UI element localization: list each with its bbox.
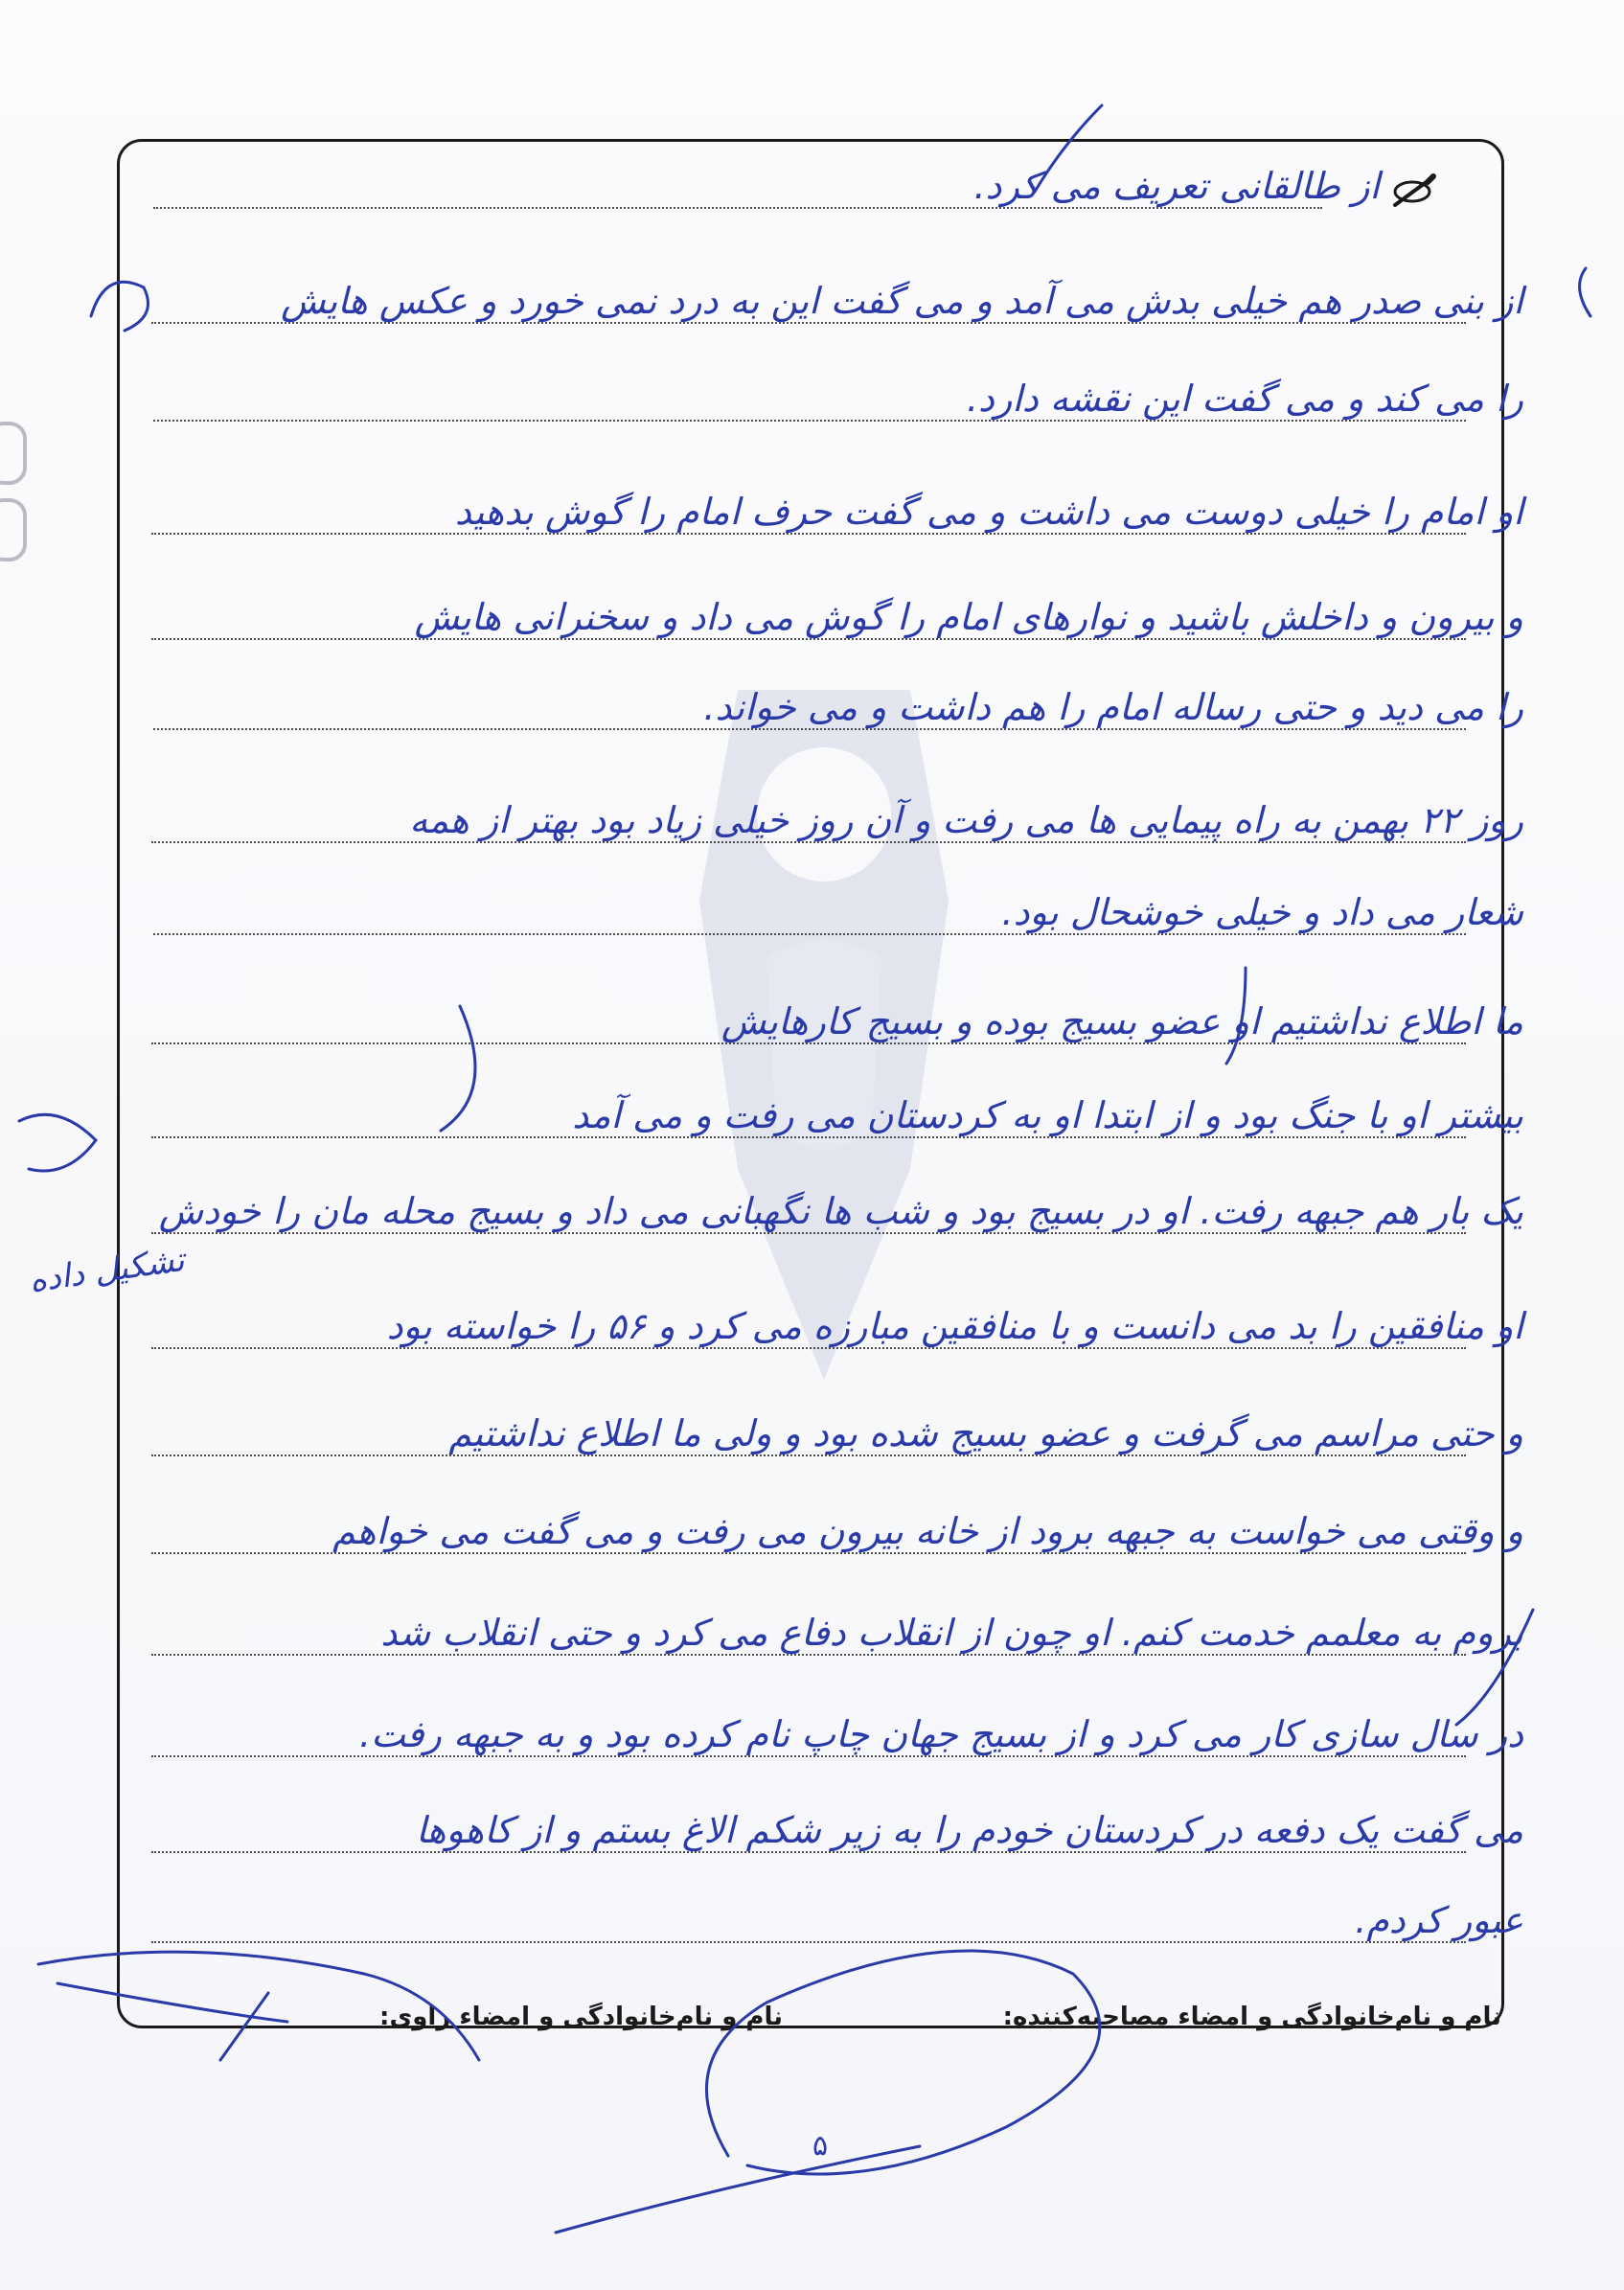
line-text: بروم به معلمم خدمت کنم. او چون از انقلاب دفاع می کرد و حتی انقلاب شد [380, 1612, 1523, 1654]
narrator-signature-label: نام و نام‌خانوادگی و امضاء راوی: [379, 2003, 783, 2031]
text-line [96, 1786, 1523, 1863]
text-line [96, 1487, 1523, 1564]
pen-icon [1389, 172, 1437, 211]
line-text: از بنی صدر هم خیلی بدش می آمد و می گفت این به درد نمی خورد و عکس هایش [281, 280, 1523, 322]
text-line [96, 1690, 1523, 1767]
text-line [96, 573, 1523, 650]
line-text: و وقتی می خواست به جبهه برود از خانه بیرون می رفت و می گفت می خواهم [332, 1510, 1523, 1552]
line-text: روز ۲۲ بهمن به راه پیمایی ها می رفت و آن روز خیلی زیاد بود بهتر از همه [409, 799, 1523, 841]
line-text: ما اطلاع نداشتیم او عضو بسیج بوده و بسیج کارهایش [721, 1000, 1523, 1042]
line-text: می گفت یک دفعه در کردستان خودم را به زیر شکم الاغ بستم و از کاهوها [415, 1809, 1523, 1851]
text-line [96, 1589, 1523, 1665]
line-text: و بیرون و داخلش باشید و نوارهای امام را گوش می داد و سخنرانی هایش [414, 596, 1523, 638]
binding-ring [0, 422, 27, 485]
line-text: و حتی مراسم می گرفت و عضو بسیج شده بود و ولی ما اطلاع نداشتیم [448, 1412, 1523, 1454]
text-line [96, 776, 1523, 853]
line-text: او منافقین را بد می دانست و با منافقین مبارزه می کرد و ۵۶ را خواسته بود [386, 1305, 1523, 1347]
line-text: بیشتر او با جنگ بود و از ابتدا او به کردستان می رفت و می آمد [572, 1094, 1523, 1136]
text-line [96, 663, 1523, 740]
text-line [96, 1389, 1523, 1466]
text-line [96, 868, 1523, 945]
text-line [96, 257, 1523, 333]
text-line [96, 1876, 1523, 1953]
line-text: یک بار هم جبهه رفت. او در بسیج بود و شب ها نگهبانی می داد و بسیج محله مان را خودش [158, 1190, 1523, 1232]
line-text: از طالقانی تعریف می کرد. [973, 165, 1380, 207]
text-line [96, 1167, 1523, 1244]
text-line [96, 355, 1523, 431]
line-text: را می دید و حتی رساله امام را هم داشت و می خواند. [703, 686, 1523, 728]
binding-ring [0, 498, 27, 561]
line-text: او امام را خیلی دوست می داشت و می گفت حرف امام را گوش بدهید [454, 491, 1523, 533]
page-number: ۵ [812, 2129, 829, 2163]
line-text: را می کند و می گفت این نقشه دارد. [966, 378, 1523, 420]
line-text: در سال سازی کار می کرد و از بسیج جهان چاپ نام کرده بود و به جبهه رفت. [359, 1713, 1523, 1755]
text-line [96, 468, 1523, 544]
margin-note: تشکیل داده [27, 1240, 187, 1301]
text-line [96, 977, 1523, 1054]
text-line [96, 1071, 1523, 1148]
text-line [96, 142, 1380, 218]
interviewer-signature-label: نام و نام‌خانوادگی و امضاء مصاحبه‌کننده: [1002, 2003, 1501, 2031]
line-text: عبور کردم. [1355, 1899, 1523, 1941]
line-text: شعار می داد و خیلی خوشحال بود. [1001, 891, 1523, 933]
text-line [96, 1282, 1523, 1359]
